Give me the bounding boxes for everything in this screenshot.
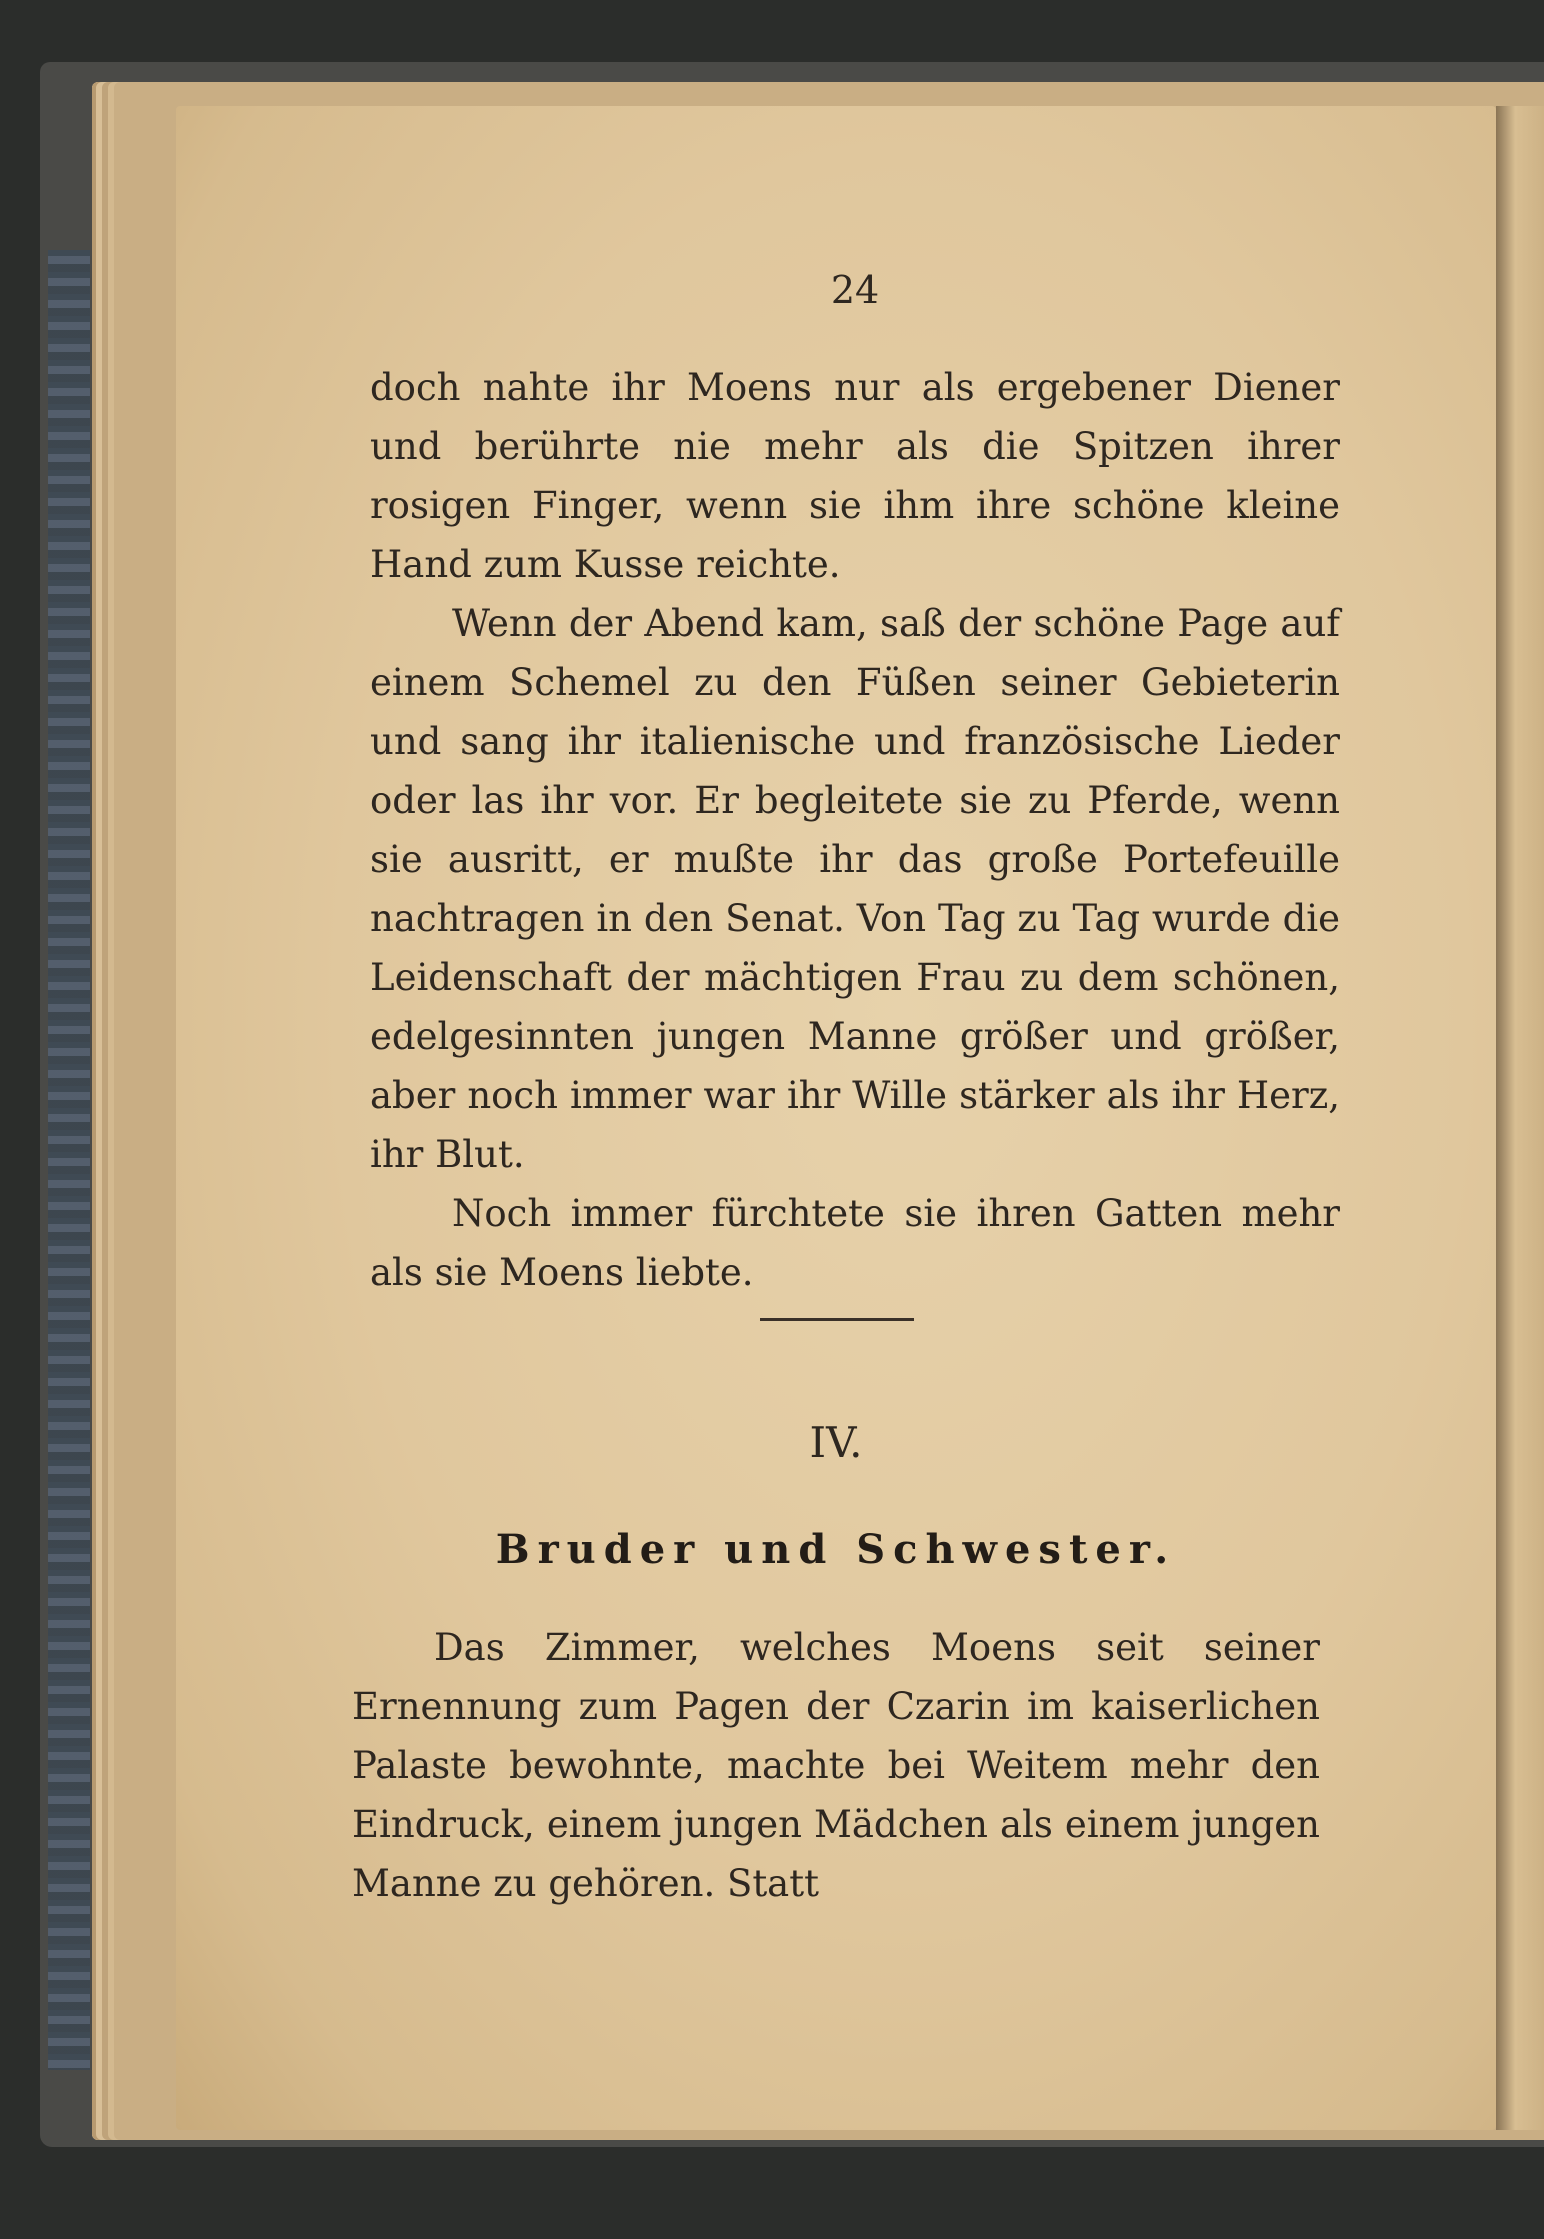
- text-block-before-break: [370, 358, 1340, 1302]
- page-gutter: [1496, 106, 1544, 2130]
- page-number: 24: [830, 268, 880, 312]
- paragraph-2: Wenn der Abend kam, saß der schöne Page auf einem Schemel zu den Füßen seiner Gebieterin und sang ihr italienische und französische Lieder oder las ihr vor. Er begleitete sie zu Pferde, wenn sie ausritt, er mußte ihr das große Portefeuille nachtragen in den Senat. Von Tag zu Tag wurde die Leidenschaft der mächtigen Frau zu dem schönen, edelgesinnten jungen Manne größer und größer, aber noch immer war ihr Wille stärker als ihr Herz, ihr Blut.: [370, 602, 1340, 1176]
- paragraph-4: Das Zimmer, welches Moens seit seiner Ernennung zum Pagen der Czarin im kaiserlichen Palaste bewohnte, machte bei Weitem mehr den Eindruck, einem jungen Mädchen als einem jungen Manne zu gehören. Statt: [352, 1626, 1320, 1905]
- paragraph-1: doch nahte ihr Moens nur als ergebener Diener und berührte nie mehr als die Spitzen ihrer rosigen Finger, wenn sie ihm ihre schöne kleine Hand zum Kusse reichte.: [370, 366, 1340, 586]
- chapter-title: Bruder und Schwester.: [495, 1526, 1177, 1573]
- text-block-after-heading: [352, 1618, 1320, 1913]
- paragraph-3: Noch immer fürchtete sie ihren Gatten mehr als sie Moens liebte.: [370, 1192, 1340, 1294]
- chapter-number: IV.: [809, 1418, 863, 1467]
- section-divider: [760, 1318, 914, 1321]
- book-spine-edge: [48, 250, 90, 2070]
